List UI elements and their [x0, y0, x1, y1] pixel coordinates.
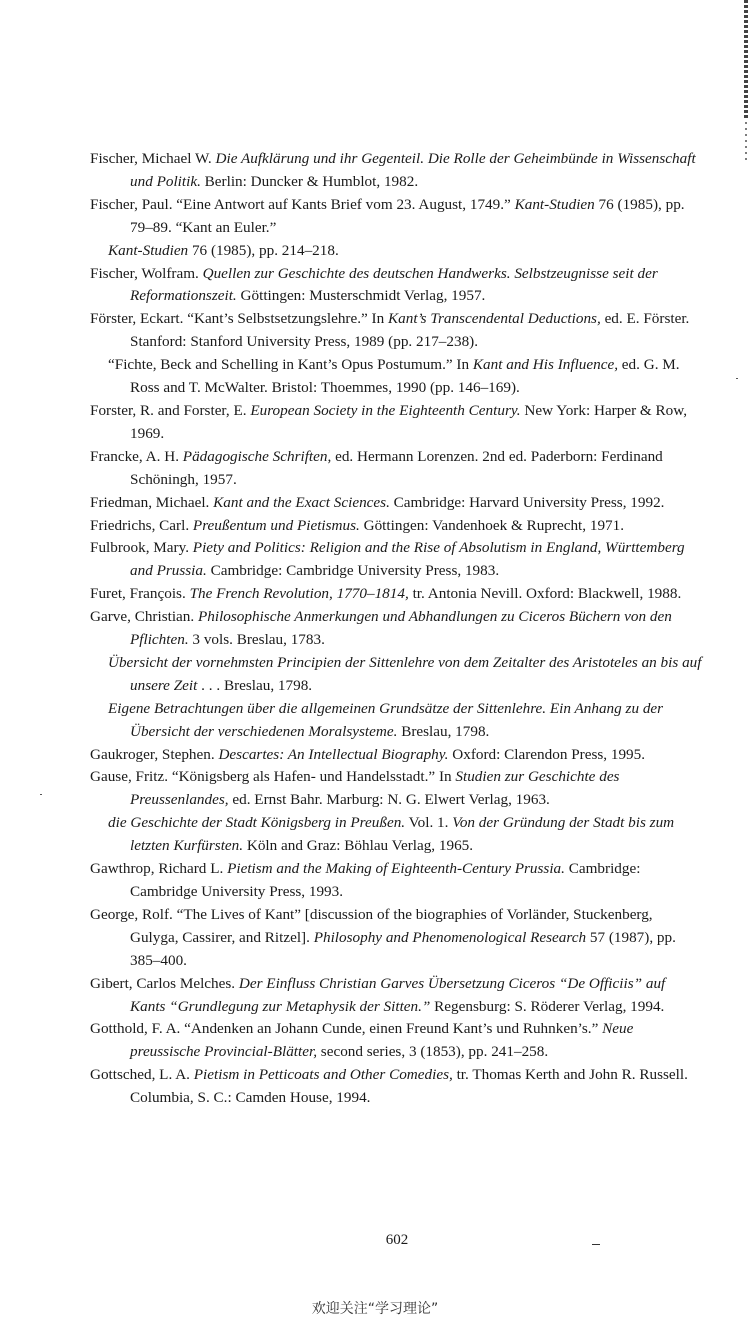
bibliography-entry [90, 240, 704, 263]
entry-text: ed. E. Förster. Stanford: Stanford University Press, 1989 (pp. 217–238). [130, 310, 690, 351]
entry-title-text: Der Einfluss Christian Garves Übersetzung Ciceros “De Officiis” auf Kants “Grundlegung zur Metaphysik der Sitten.” [130, 974, 666, 1015]
entry-title-text: Philosophy and Phenomenological Research [313, 928, 587, 946]
entry-text: 3 vols. Breslau, 1783. [188, 631, 325, 649]
entry-title-text: Preußentum und Pietismus. [192, 516, 360, 534]
bibliography-entry [90, 858, 704, 904]
bibliography-entry [90, 904, 704, 973]
bibliography-entry [90, 515, 704, 538]
entry-text: Berlin: Duncker & Humblot, 1982. [200, 172, 419, 190]
bibliography-entry [90, 308, 704, 354]
bibliography-entry [90, 583, 704, 606]
entry-text: Fischer, Wolfram. [90, 264, 203, 282]
bibliography-entry [90, 973, 704, 1019]
bibliography-entry [90, 652, 704, 698]
entry-text: New York: Harper & Row, 1969. [130, 401, 688, 442]
entry-text: ed. G. M. Ross and T. McWalter. Bristol: Thoemmes, 1990 (pp. 146–169). [130, 356, 680, 397]
bibliography-entry [90, 1064, 704, 1110]
entry-title-text: Kant’s Transcendental Deductions, [388, 310, 601, 328]
entry-text: Francke, A. H. [90, 447, 183, 465]
entry-text: Breslau, 1798. [397, 722, 490, 740]
entry-title-text: Quellen zur Geschichte des deutschen Handwerks. Selbstzeugnisse seit der Reformationszeit. [130, 264, 658, 305]
page-number: 602 [385, 1232, 409, 1248]
entry-text: Forster, R. and Forster, E. [90, 401, 251, 419]
bibliography-entry [90, 606, 704, 652]
scan-edge-mark-lower [745, 122, 747, 162]
entry-title-text: Pietism in Petticoats and Other Comedies, [193, 1066, 453, 1084]
entry-text: ed. Hermann Lorenzen. 2nd ed. Paderborn: Ferdinand Schöningh, 1957. [130, 447, 663, 488]
entry-title-text: Pietism and the Making of Eighteenth-Century Prussia. [227, 860, 565, 878]
entry-text: Regensburg: S. Röderer Verlag, 1994. [430, 997, 665, 1015]
entry-title-text: Neue preussische Provincial-Blätter, [130, 1020, 634, 1061]
entry-text: Fischer, Michael W. [90, 150, 216, 167]
entry-title-text: Übersicht der vornehmsten Principien der Sittenlehre von dem Zeitalter des Aristoteles an bis auf unsere Zeit [108, 653, 702, 694]
bibliography-entry [90, 354, 704, 400]
entry-text: Garve, Christian. [90, 608, 198, 626]
bibliography-entry [90, 812, 704, 858]
entry-text: 57 (1987), pp. 385–400. [130, 928, 676, 969]
bibliography-list [90, 148, 704, 1110]
entry-text: ed. Ernst Bahr. Marburg: N. G. Elwert Verlag, 1963. [228, 791, 550, 809]
entry-title-text: Pädagogische Schriften, [182, 447, 332, 465]
entry-text: second series, 3 (1853), pp. 241–258. [317, 1043, 549, 1061]
entry-title-text: The French Revolution, 1770–1814, [189, 585, 409, 603]
entry-text: Furet, François. [90, 585, 190, 603]
entry-text: George, Rolf. “The Lives of Kant” [discussion of the biographies of Vorländer, Stuckenberg, Gulyga, Cassirer, and Ritzel]. [90, 905, 653, 946]
entry-text: . . . Breslau, 1798. [197, 676, 313, 694]
entry-text: Gaukroger, Stephen. [90, 745, 219, 763]
bibliography-entry [90, 1018, 704, 1064]
entry-text: Göttingen: Vandenhoek & Ruprecht, 1971. [359, 516, 625, 534]
entry-text: Fischer, Paul. “Eine Antwort auf Kants Brief vom 23. August, 1749.” [90, 195, 515, 213]
entry-text: Göttingen: Musterschmidt Verlag, 1957. [236, 287, 486, 305]
entry-text: Gause, Fritz. “Königsberg als Hafen- und Handelsstadt.” In [90, 768, 456, 786]
entry-text: 76 (1985), pp. 79–89. “Kant an Euler.” [130, 195, 685, 236]
entry-text: Cambridge: Harvard University Press, 1992. [389, 493, 665, 511]
bibliography-entry [90, 194, 704, 240]
entry-text: tr. Antonia Nevill. Oxford: Blackwell, 1988. [408, 585, 682, 603]
scan-artifact [736, 378, 738, 379]
entry-title-text: die Geschichte der Stadt Königsberg in Preußen. [108, 814, 406, 832]
entry-text: Friedrichs, Carl. [90, 516, 193, 534]
entry-text: Friedman, Michael. [90, 493, 214, 511]
bibliography-entry [90, 446, 704, 492]
entry-text: Gibert, Carlos Melches. [90, 974, 239, 992]
bibliography-entry [90, 263, 704, 309]
entry-text: Fulbrook, Mary. [90, 539, 193, 557]
entry-title-text: Die Aufklärung und ihr Gegenteil. Die Rolle der Geheimbünde in Wissenschaft und Politik. [130, 150, 696, 190]
entry-title-text: Studien zur Geschichte des Preussenlandes, [130, 768, 620, 809]
bibliography-entry [90, 744, 704, 767]
entry-text: Vol. 1. [405, 814, 453, 832]
entry-title-text: Kant and the Exact Sciences. [213, 493, 390, 511]
bibliography-entry [90, 766, 704, 812]
entry-title-text: Piety and Politics: Religion and the Rise of Absolutism in England, Württemberg and Prussia. [130, 539, 685, 580]
entry-title-text: Descartes: An Intellectual Biography. [218, 745, 449, 763]
entry-text: Köln and Graz: Böhlau Verlag, 1965. [243, 837, 474, 855]
entry-text: Oxford: Clarendon Press, 1995. [448, 745, 646, 763]
scan-edge-mark [744, 0, 748, 120]
scan-artifact [40, 794, 42, 795]
bibliography-entry [90, 537, 704, 583]
entry-text: Cambridge: Cambridge University Press, 1993. [130, 860, 641, 900]
entry-text: Gottsched, L. A. [90, 1066, 194, 1084]
entry-text: Gawthrop, Richard L. [90, 860, 228, 878]
bibliography-entry [90, 148, 704, 194]
entry-title-text: European Society in the Eighteenth Century. [250, 401, 521, 419]
entry-text: Cambridge: Cambridge University Press, 1983. [206, 562, 500, 580]
footer-note: 欢迎关注“学习理论” [311, 1301, 439, 1317]
entry-text: Gotthold, F. A. “Andenken an Johann Cunde, einen Freund Kant’s und Ruhnken’s.” [90, 1020, 603, 1038]
bibliography-entry [90, 698, 704, 744]
bibliography-entry [90, 400, 704, 446]
entry-text: “Fichte, Beck and Schelling in Kant’s Opus Postumum.” In [108, 356, 473, 374]
bibliography-entry [90, 492, 704, 515]
entry-title-text: Kant and His Influence, [472, 356, 618, 374]
entry-title-text: Kant-Studien [514, 195, 595, 213]
entry-text: Förster, Eckart. “Kant’s Selbstsetzungslehre.” In [90, 310, 388, 328]
scan-artifact [592, 1244, 600, 1245]
entry-title-text: Kant-Studien [108, 241, 189, 259]
entry-title-text: Philosophische Anmerkungen und Abhandlungen zu Ciceros Büchern von den Pflichten. [130, 608, 672, 649]
entry-title-text: Eigene Betrachtungen über die allgemeinen Grundsätze der Sittenlehre. Ein Anhang zu der Übersicht der verschiedenen Moralsysteme. [108, 699, 664, 740]
entry-text: 76 (1985), pp. 214–218. [188, 241, 339, 259]
entry-text: tr. Thomas Kerth and John R. Russell. Columbia, S. C.: Camden House, 1994. [130, 1066, 688, 1107]
entry-title-text: Von der Gründung der Stadt bis zum letzten Kurfürsten. [130, 814, 675, 855]
